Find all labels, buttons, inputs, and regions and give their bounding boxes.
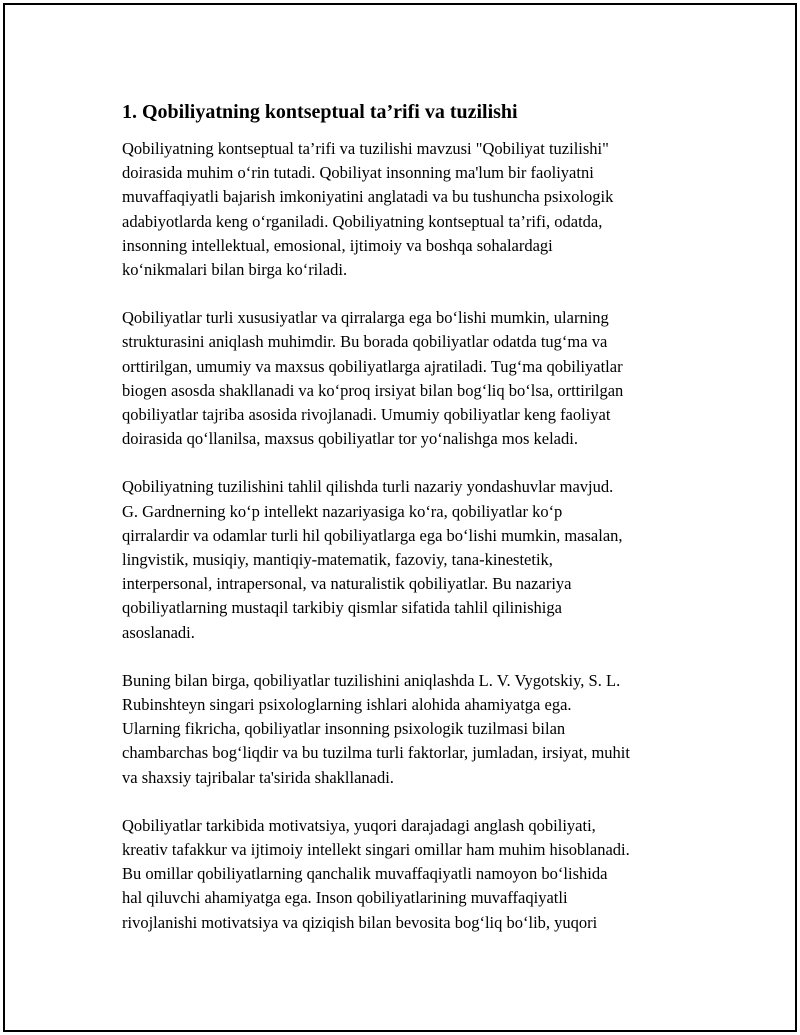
paragraph-line: adabiyotlarda keng oʻrganiladi. Qobiliyatning kontseptual ta’rifi, odatda, [122, 211, 603, 231]
paragraph-line: Rubinshteyn singari psixologlarning ishlari alohida ahamiyatga ega. [122, 695, 572, 715]
paragraph-line: orttirilgan, umumiy va maxsus qobiliyatlarga ajratiladi. Tugʻma qobiliyatlar [122, 356, 623, 376]
paragraph-3 [122, 475, 697, 644]
paragraph-line: Qobiliyatlar tarkibida motivatsiya, yuqori darajadagi anglash qobiliyati, [122, 815, 596, 835]
paragraph-line: koʻnikmalari bilan birga koʻriladi. [122, 260, 348, 280]
paragraph-line: Qobiliyatning tuzilishini tahlil qilishda turli nazariy yondashuvlar mavjud. [122, 477, 614, 497]
paragraph-line: Qobiliyatning kontseptual ta’rifi va tuzilishi mavzusi "Qobiliyat tuzilishi" [122, 139, 609, 158]
paragraph-line: qirralardir va odamlar turli hil qobiliyatlarga ega boʻlishi mumkin, masalan, [122, 525, 623, 545]
document-body [122, 99, 697, 959]
paragraph-line: doirasida muhim oʻrin tutadi. Qobiliyat insonning ma'lum bir faoliyatni [122, 163, 594, 183]
paragraph-line: insonning intellektual, emosional, ijtimoiy va boshqa sohalardagi [122, 235, 553, 255]
paragraph-line: interpersonal, intrapersonal, va naturalistik qobiliyatlar. Bu nazariya [122, 574, 572, 594]
paragraph-line: va shaxsiy tajribalar ta'sirida shakllanadi. [122, 767, 394, 787]
paragraph-line: Bu omillar qobiliyatlarning qanchalik muvaffaqiyatli namoyon boʻlishida [122, 864, 608, 884]
document-page [3, 3, 797, 1032]
paragraph-line: biogen asosda shakllanadi va koʻproq irsiyat bilan bogʻliq boʻlsa, orttirilgan [122, 380, 624, 400]
paragraph-5 [122, 814, 697, 935]
paragraph-line: muvaffaqiyatli bajarish imkoniyatini anglatadi va bu tushuncha psixologik [122, 187, 614, 207]
paragraph-line: qobiliyatlarning mustaqil tarkibiy qismlar sifatida tahlil qilinishiga [122, 598, 562, 618]
paragraph-line: hal qiluvchi ahamiyatga ega. Inson qobiliyatlarining muvaffaqiyatli [122, 888, 568, 908]
paragraph-4 [122, 669, 697, 790]
paragraph-line: rivojlanishi motivatsiya va qiziqish bilan bevosita bogʻliq boʻlib, yuqori [122, 912, 598, 932]
paragraph-1 [122, 137, 697, 282]
paragraph-line: qobiliyatlar tajriba asosida rivojlanadi. Umumiy qobiliyatlar keng faoliyat [122, 405, 611, 425]
paragraph-line: strukturasini aniqlash muhimdir. Bu borada qobiliyatlar odatda tugʻma va [122, 332, 608, 352]
paragraph-line: Qobiliyatlar turli xususiyatlar va qirralarga ega boʻlishi mumkin, ularning [122, 308, 609, 328]
paragraph-line: lingvistik, musiqiy, mantiqiy-matematik, fazoviy, tana-kinestetik, [122, 550, 553, 570]
paragraph-2 [122, 306, 697, 451]
paragraph-line: kreativ tafakkur va ijtimoiy intellekt singari omillar ham muhim hisoblanadi. [122, 840, 630, 860]
paragraph-line: chambarchas bogʻliqdir va bu tuzilma turli faktorlar, jumladan, irsiyat, muhit [122, 743, 630, 763]
paragraph-line: G. Gardnerning koʻp intellekt nazariyasiga koʻra, qobiliyatlar koʻp [122, 501, 563, 521]
section-heading: 1. Qobiliyatning kontseptual ta’rifi va tuzilishi [122, 101, 518, 123]
paragraph-line: Buning bilan birga, qobiliyatlar tuzilishini aniqlashda L. V. Vygotskiy, S. L. [122, 670, 621, 690]
paragraph-line: Ularning fikricha, qobiliyatlar insonning psixologik tuzilmasi bilan [122, 719, 566, 739]
paragraph-line: asoslanadi. [122, 622, 195, 642]
paragraph-line: doirasida qoʻllanilsa, maxsus qobiliyatlar tor yoʻnalishga mos keladi. [122, 429, 578, 449]
